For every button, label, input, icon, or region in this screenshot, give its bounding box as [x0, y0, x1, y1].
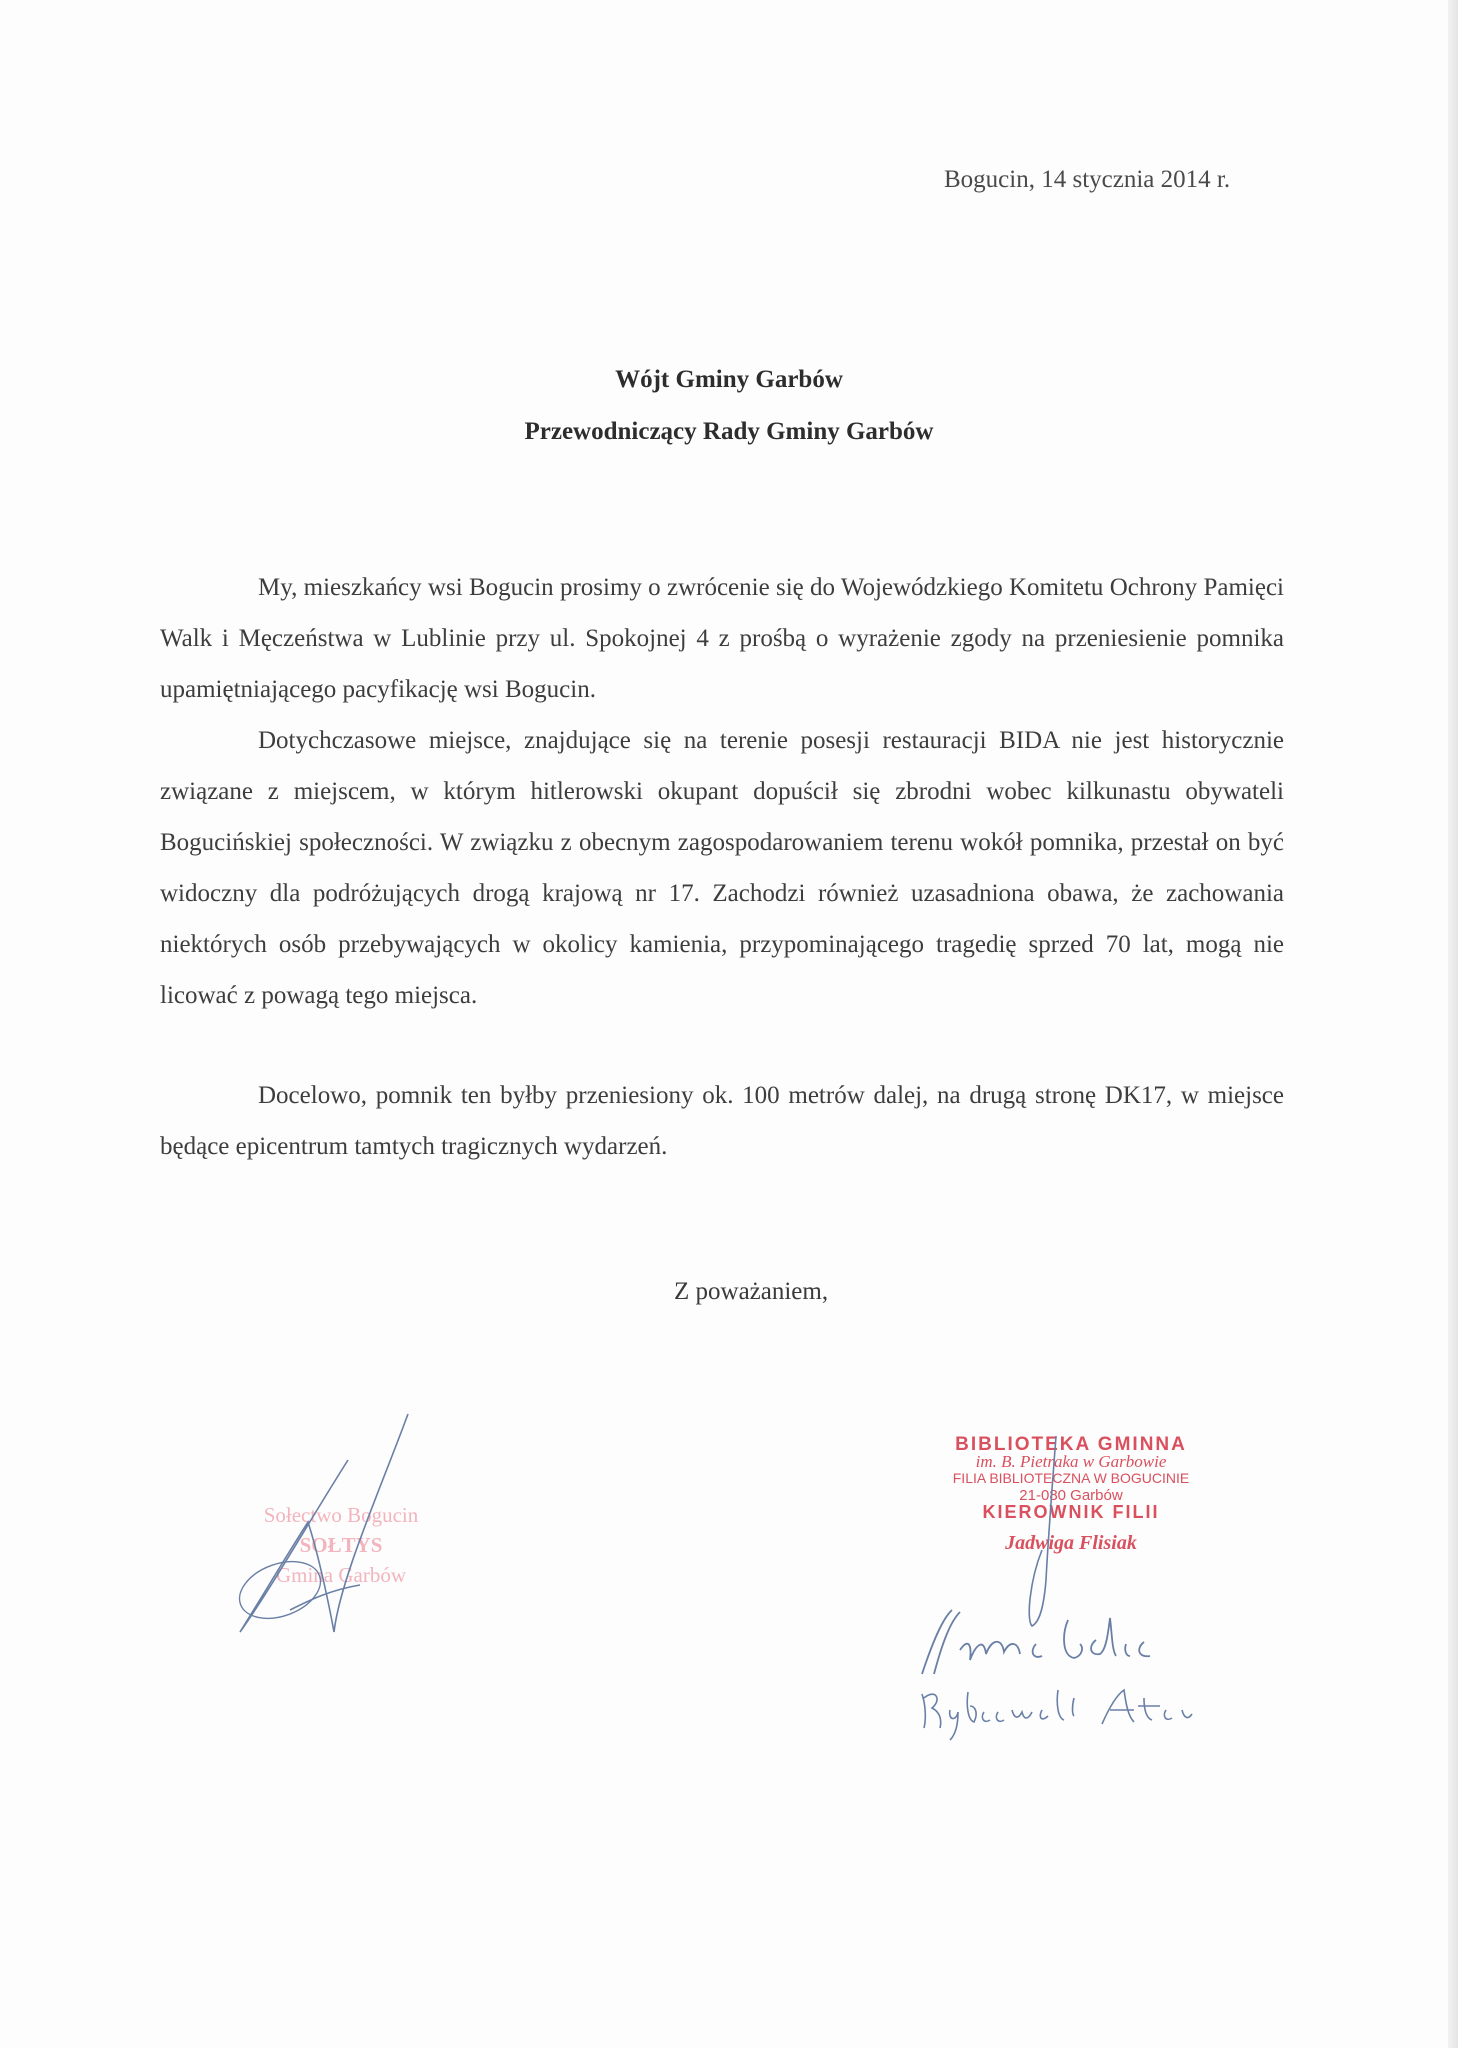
- library-stamp-line-5: KIEROWNIK FILII: [982, 1502, 1160, 1522]
- recipient-line-2: Przewodniczący Rady Gminy Garbów: [524, 418, 934, 445]
- library-signature: [1022, 1430, 1082, 1630]
- library-stamp-line-6: Jadwiga Flisiak: [1005, 1532, 1137, 1554]
- paragraph-2-text: Dotychczasowe miejsce, znajdujące się na terenie posesji restauracji BIDA nie jest historycznie związane z miejscem, w którym hitlerowski okupant dopuścił się zbrodni wobec kilkunastu obywateli Bogucińskiej społeczności. W związku z obecnym zagospodarowaniem terenu wokół pomnika, przestał on być widoczny dla podróżujących drogą krajową nr 17. Zachodzi również uzasadniona obawa, że zachowania niektórych osób przebywających w okolicy kamienia, przypominającego tragedię sprzed 70 lat, mogą nie licować z powagą tego miejsca.: [160, 727, 1284, 1009]
- library-stamp-line-1: BIBLIOTEKA GMINNA: [955, 1434, 1187, 1455]
- soltys-stamp-line-1: Sołectwo Bogucin: [263, 1503, 419, 1527]
- paragraph-3: [160, 1070, 1284, 1172]
- paragraph-3-text: Docelowo, pomnik ten byłby przeniesiony ok. 100 metrów dalej, na drugą stronę DK17, w miejsce będące epicentrum tamtych tragicznych wydarzeń.: [160, 1082, 1284, 1160]
- date-line: Bogucin, 14 stycznia 2014 r.: [944, 166, 1231, 193]
- soltys-stamp-line-3: Gmina Garbów: [275, 1563, 407, 1587]
- paragraph-1-text: My, mieszkańcy wsi Bogucin prosimy o zwrócenie się do Wojewódzkiego Komitetu Ochrony Pamięci Walk i Męczeństwa w Lublinie przy ul. Spokojnej 4 z prośbą o wyrażenie zgody na przeniesienie pomnika upamiętniającego pacyfikację wsi Bogucin.: [160, 574, 1284, 703]
- soltys-stamp-line-2: SOŁTYS: [299, 1533, 383, 1557]
- soltys-signature: [230, 1410, 430, 1640]
- library-stamp-line-4: 21-080 Garbów: [1019, 1487, 1123, 1504]
- closing-line: Z poważaniem,: [674, 1278, 829, 1305]
- library-stamp-line-3: FILIA BIBLIOTECZNA W BOGUCINIE: [952, 1470, 1190, 1486]
- library-stamp-line-2: im. B. Pietraka w Garbowie: [975, 1452, 1167, 1471]
- paragraph-2: [160, 715, 1284, 1021]
- page-edge-shadow: [1448, 0, 1458, 2048]
- handwritten-signature-1: [912, 1604, 1232, 1684]
- paragraph-1: [160, 562, 1284, 715]
- recipient-line-1: Wójt Gminy Garbów: [615, 366, 843, 393]
- handwritten-signature-2: [912, 1676, 1232, 1746]
